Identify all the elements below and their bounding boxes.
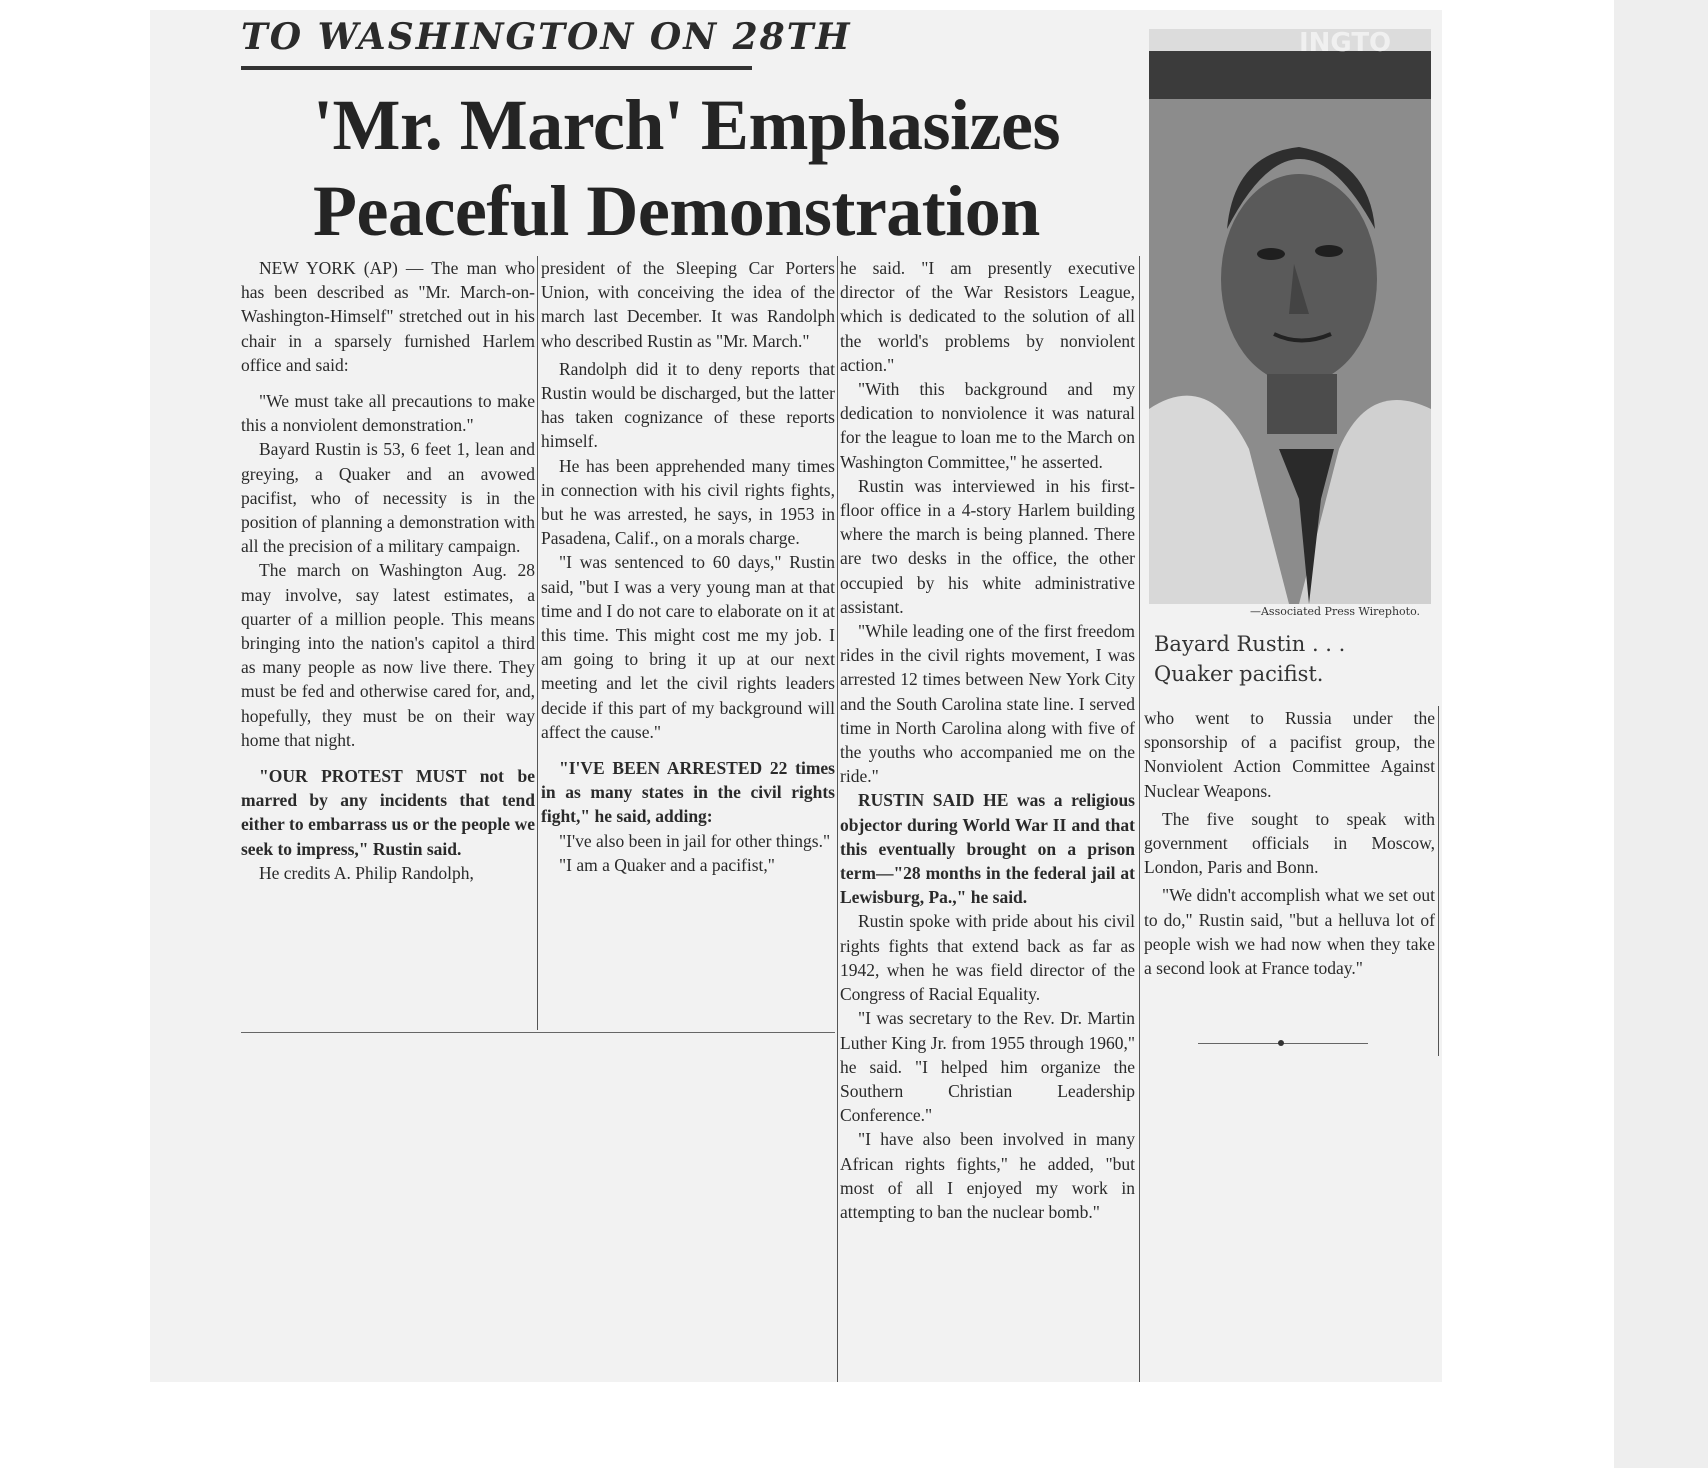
paragraph: The march on Washington Aug. 28 may involve, say latest estimates, a quarter of a million people. This means bringing into the nation's capitol a third as many people as now live there. They must be fed and otherwise cared for, and, hopefully, they must be on their way home that night. [241,560,535,750]
article-column-2 [541,256,835,877]
paragraph: "We must take all precautions to make this a nonviolent demonstration." [241,391,535,436]
paragraph: The five sought to speak with government officials in Moscow, London, Paris and Bonn. [1144,808,1435,878]
paragraph: "I'VE BEEN ARRESTED 22 times in as many states in the civil rights fight," he said, adding: [541,758,835,827]
end-dot [1278,1040,1284,1046]
article-kicker: TO WASHINGTON ON 28TH [241,16,852,58]
article-column-4 [1144,706,1435,980]
column-rule [1438,706,1439,1056]
scrollbar[interactable] [1614,0,1708,1468]
paragraph: Bayard Rustin is 53, 6 feet 1, lean and greying, a Quaker and an avowed pacifist, who of necessity is in the position of planning a demonstration with all the precision of a military campaign. [241,439,535,557]
photo-caption-line2: Quaker pacifist. [1154,662,1324,686]
paragraph: Rustin spoke with pride about his civil rights fights that extend back as far as 1942, when he was field director of the Congress of Racial Equality. [840,911,1135,1005]
paragraph: Rustin was interviewed in his first-floor office in a 4-story Harlem building where the march is being planned. There are two desks in the office, the other occupied by his white administrative assistant. [840,475,1135,617]
paragraph: "I am a Quaker and a pacifist," [559,854,775,875]
paragraph: He has been apprehended many times in connection with his civil rights fights, but he was arrested, he says, in 1953 in Pasadena, Calif., on a morals charge. [541,455,835,549]
article-column-1 [241,256,535,885]
paragraph: "We didn't accomplish what we set out to do," Rustin said, "but a helluva lot of people wish we had now when they take a second look at France today." [1144,885,1435,979]
paragraph: RUSTIN SAID HE was a religious objector during World War II and that this eventually brought on a prison term—"28 months in the federal jail at Lewisburg, Pa.," he said. [840,790,1135,908]
paragraph: "I have also been involved in many African rights fights," he added, "but most of all I enjoyed my work in attempting to ban the nuclear bomb." [840,1129,1135,1222]
photo-credit: —Associated Press Wirephoto. [1249,605,1420,618]
paragraph: "I was secretary to the Rev. Dr. Martin Luther King Jr. from 1955 through 1960," he said. "I helped him organize the Southern Christian Leadership Conference." [840,1008,1135,1126]
paragraph: He credits A. Philip Randolph, [259,862,474,883]
photo-caption [1154,629,1432,689]
paragraph: "With this background and my dedication to nonviolence it was natural for the league to loan me to the March on Washington Committee," he asserted. [840,379,1135,472]
end-rule [241,1032,835,1033]
paragraph: who went to Russia under the sponsorship of a pacifist group, the Nonviolent Action Committee Against Nuclear Weapons. [1144,708,1435,801]
paragraph: "I was sentenced to 60 days," Rustin said, "but I was a very young man at that time and I do not care to elaborate on it at this time. This might cost me my job. I am going to bring it up at our next meeting and let the civil rights leaders decide if this part of my background will affect the cause." [541,552,835,742]
kicker-underline [241,66,752,70]
paragraph: president of the Sleeping Car Porters Union, with conceiving the idea of the march last December. It was Randolph who described Rustin as "Mr. March." [541,258,835,351]
paragraph: "I've also been in jail for other things." [559,830,831,851]
article-column-3 [840,256,1135,1224]
article-headline: 'Mr. March' Emphasizes Peaceful Demonstration [313,85,1060,251]
paragraph: Randolph did it to deny reports that Rustin would be discharged, but the latter has taken cognizance of these reports himself. [541,358,835,452]
paragraph: he said. "I am presently executive director of the War Resistors League, which is dedicated to the solution of all the world's problems by nonviolent action." [840,258,1135,375]
paragraph: "OUR PROTEST MUST not be marred by any incidents that tend either to embarrass us or the people we seek to impress," Rustin said. [241,766,535,859]
column-rule [1139,256,1140,1382]
portrait-photo [1149,29,1431,604]
photo-caption-line1: Bayard Rustin . . . [1154,632,1346,656]
column-rule [837,256,838,1382]
paragraph: "While leading one of the first freedom rides in the civil rights movement, I was arrested 12 times between New York City and the South Carolina state line. I served time in North Carolina along with five of the youths who accompanied me on the ride." [840,621,1135,787]
column-rule [537,256,538,1030]
photo-sign-text: INGTO [1299,29,1392,58]
paragraph: NEW YORK (AP) — The man who has been described as "Mr. March-on-Washington-Himself" stretched out in his chair in a sparsely furnished Harlem office and said: [241,258,535,375]
